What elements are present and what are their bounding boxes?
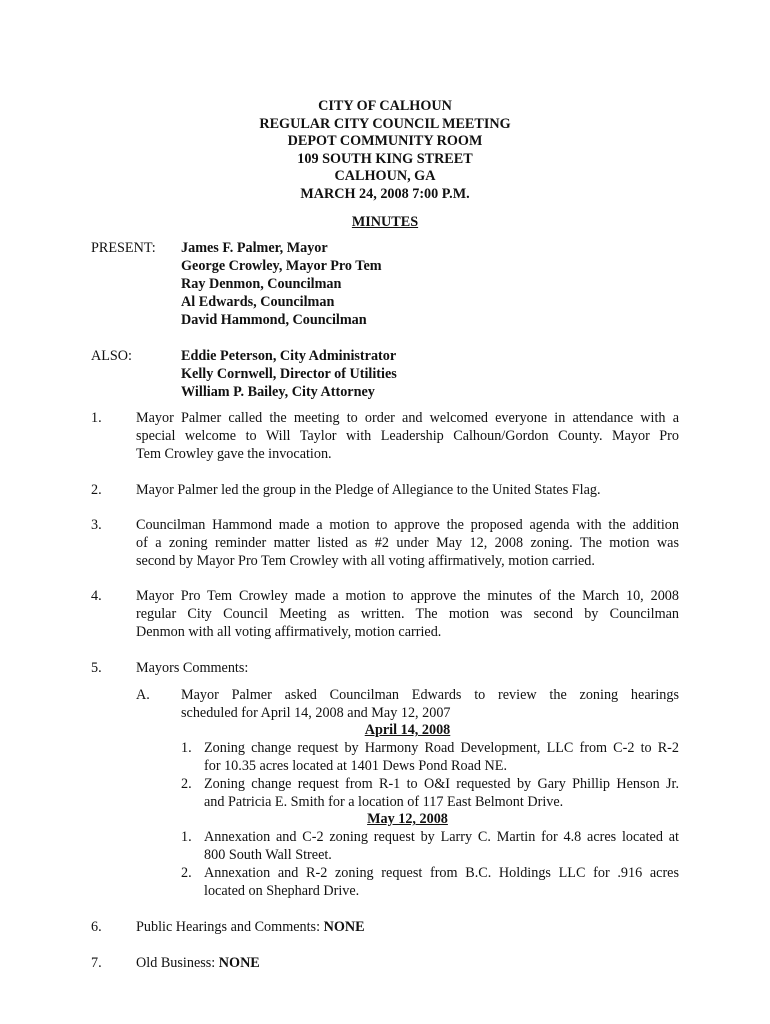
entry-line: located on Shephard Drive.: [204, 882, 360, 899]
entry-line: Annexation and C-2 zoning request by Larry C. Martin for 4.8 acres located at: [204, 829, 679, 845]
item-line: of a zoning reminder matter listed as #2 under May 12, 2008 zoning. The motion was: [136, 534, 679, 551]
entry-text: [204, 740, 679, 776]
attendee-name: Ray Denmon, Councilman: [181, 275, 342, 292]
subitem-line: scheduled for April 14, 2008 and May 12, 2007: [181, 704, 451, 721]
item-line: Mayor Pro Tem Crowley made a motion to approve the minutes of the March 10, 2008: [136, 588, 679, 604]
also-label: ALSO:: [91, 348, 132, 364]
entry-line: for 10.35 acres located at 1401 Dews Pond Road NE.: [204, 757, 507, 774]
present-names: [181, 240, 382, 329]
entry-line: 800 South Wall Street.: [204, 846, 332, 863]
entry-line: Zoning change request by Harmony Road Development, LLC from C-2 to R-2: [204, 740, 679, 756]
item-line: Councilman Hammond made a motion to approve the proposed agenda with the addition: [136, 517, 679, 533]
item-number: 5.: [91, 660, 102, 676]
item-number: 3.: [91, 517, 102, 533]
item-line: regular City Council Meeting as written. The motion was second by Councilman: [136, 605, 679, 622]
present-label: PRESENT:: [91, 240, 156, 256]
entry-number: 1.: [181, 740, 192, 756]
minutes-title: MINUTES: [351, 214, 419, 230]
header-line: CALHOUN, GA: [334, 168, 436, 185]
item-text: [136, 517, 679, 570]
subitem-letter: A.: [136, 687, 150, 703]
header-line: REGULAR CITY COUNCIL MEETING: [259, 115, 511, 132]
item-number: 1.: [91, 410, 102, 426]
item-status: NONE: [218, 955, 260, 971]
item-label: Public Hearings and Comments:: [136, 919, 324, 935]
entry-number: 1.: [181, 829, 192, 845]
header-line: DEPOT COMMUNITY ROOM: [287, 133, 483, 150]
item-text: [136, 482, 679, 500]
document-header: [0, 98, 770, 204]
item-line: Mayor Palmer led the group in the Pledge of Allegiance to the United States Flag.: [136, 482, 601, 498]
entry-text: [204, 829, 679, 865]
staff-name: Kelly Cornwell, Director of Utilities: [181, 365, 397, 382]
item-number: 6.: [91, 919, 102, 935]
item-line: Tem Crowley gave the invocation.: [136, 445, 332, 462]
item-line: Mayor Palmer called the meeting to order and welcomed everyone in attendance with a: [136, 410, 679, 426]
entry-text: [204, 776, 679, 812]
item-text: [136, 919, 679, 937]
date-heading-may: May 12, 2008: [367, 811, 448, 827]
item-text: [136, 955, 679, 973]
entry-line: Zoning change request from R-1 to O&I requested by Gary Phillip Henson Jr.: [204, 776, 679, 792]
subitem-text: [181, 687, 679, 723]
item-line: Denmon with all voting affirmatively, motion carried.: [136, 623, 442, 640]
attendee-name: David Hammond, Councilman: [181, 311, 367, 328]
item-status: NONE: [323, 919, 365, 935]
attendee-name: Al Edwards, Councilman: [181, 293, 335, 310]
entry-line: Annexation and R-2 zoning request from B.C. Holdings LLC for .916 acres: [204, 865, 679, 881]
item-label: Old Business:: [136, 955, 219, 971]
item-line: Mayors Comments:: [136, 660, 249, 676]
entry-line: and Patricia E. Smith for a location of 117 East Belmont Drive.: [204, 793, 564, 810]
also-names: [181, 348, 397, 402]
entry-number: 2.: [181, 865, 192, 881]
item-text: [136, 660, 679, 678]
item-line: second by Mayor Pro Tem Crowley with all voting affirmatively, motion carried.: [136, 552, 595, 569]
attendee-name: George Crowley, Mayor Pro Tem: [181, 257, 382, 274]
entry-text: [204, 865, 679, 901]
header-line: 109 SOUTH KING STREET: [297, 150, 473, 167]
header-line: MARCH 24, 2008 7:00 P.M.: [300, 185, 470, 202]
item-text: [136, 410, 679, 463]
item-number: 4.: [91, 588, 102, 604]
item-number: 2.: [91, 482, 102, 498]
item-number: 7.: [91, 955, 102, 971]
date-heading-april: April 14, 2008: [364, 722, 451, 738]
staff-name: William P. Bailey, City Attorney: [181, 383, 375, 400]
item-line: special welcome to Will Taylor with Leadership Calhoun/Gordon County. Mayor Pro: [136, 427, 679, 444]
entry-number: 2.: [181, 776, 192, 792]
staff-name: Eddie Peterson, City Administrator: [181, 348, 397, 364]
header-line: CITY OF CALHOUN: [318, 98, 452, 114]
item-text: [136, 588, 679, 641]
subitem-line: Mayor Palmer asked Councilman Edwards to review the zoning hearings: [181, 687, 679, 703]
attendee-name: James F. Palmer, Mayor: [181, 240, 328, 256]
